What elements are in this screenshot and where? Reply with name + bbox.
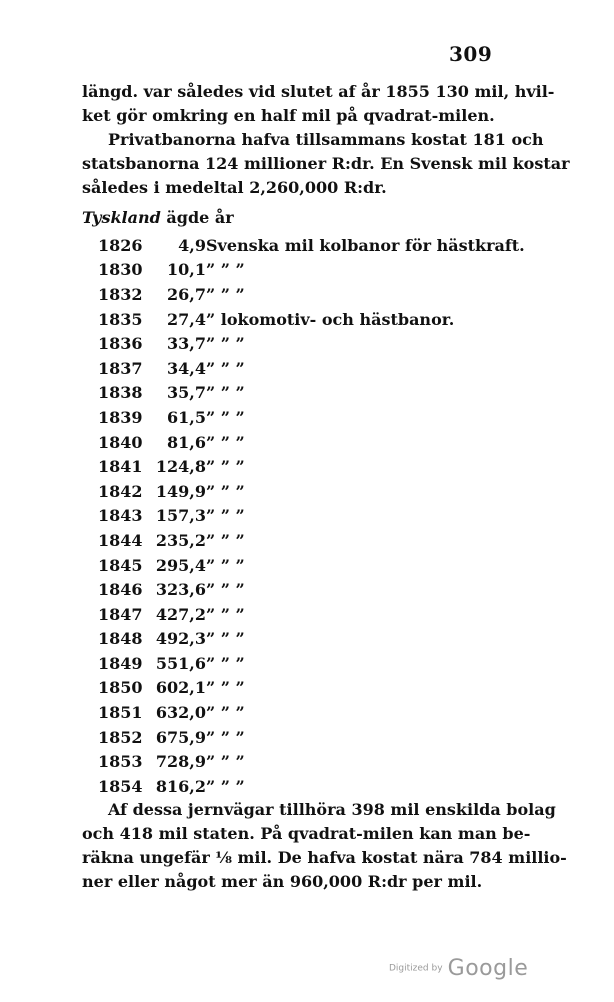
closing-line-4: ner eller något mer än 960,000 R:dr per mil. — [82, 872, 483, 891]
value-cell: 81,6 — [167, 432, 206, 452]
table-row — [98, 479, 525, 504]
description-cell: ” ” ” — [206, 629, 245, 649]
table-row — [98, 700, 525, 725]
table-row — [98, 282, 525, 307]
table-row — [98, 405, 525, 430]
value-cell: 35,7 — [167, 383, 206, 403]
description-cell: ” ” ” — [206, 383, 245, 403]
value-cell: 157,3 — [155, 506, 206, 526]
year-cell: 1840 — [98, 432, 143, 452]
value-cell: 728,9 — [155, 752, 206, 772]
description-cell: ” ” ” — [206, 703, 245, 723]
table-row — [98, 258, 525, 283]
year-cell: 1830 — [98, 260, 143, 280]
country-name: Tyskland — [82, 208, 161, 227]
table-row — [98, 774, 525, 799]
closing-line-1: Af dessa jernvägar tillhöra 398 mil enskilda bolag — [108, 800, 556, 819]
table-row — [98, 651, 525, 676]
table-row — [98, 454, 525, 479]
value-cell: 632,0 — [155, 703, 206, 723]
year-cell: 1826 — [98, 235, 143, 255]
year-cell: 1844 — [98, 530, 143, 550]
table-row — [98, 307, 525, 332]
value-cell: 675,9 — [155, 727, 206, 747]
value-cell: 602,1 — [155, 678, 206, 698]
railway-table-body — [98, 233, 525, 799]
year-cell: 1842 — [98, 481, 143, 501]
value-cell: 4,9 — [178, 235, 206, 255]
table-heading — [82, 208, 234, 227]
year-cell: 1853 — [98, 752, 143, 772]
table-row — [98, 676, 525, 701]
table-row — [98, 553, 525, 578]
description-cell: Svenska mil kolbanor för hästkraft. — [206, 235, 525, 255]
year-cell: 1851 — [98, 703, 143, 723]
year-cell: 1850 — [98, 678, 143, 698]
table-row — [98, 331, 525, 356]
table-row — [98, 725, 525, 750]
value-cell: 323,6 — [155, 580, 206, 600]
description-cell: ” ” ” — [206, 678, 245, 698]
description-cell: ” ” ” — [206, 555, 245, 575]
google-logo: Google — [447, 956, 529, 981]
description-cell: ” ” ” — [206, 358, 245, 378]
year-cell: 1846 — [98, 580, 143, 600]
value-cell: 61,5 — [167, 407, 206, 427]
table-row — [98, 602, 525, 627]
table-row — [98, 627, 525, 652]
closing-line-3: räkna ungefär ⅛ mil. De hafva kostat nära 784 millio- — [82, 848, 567, 867]
description-cell: ” ” ” — [206, 752, 245, 772]
description-cell: ” ” ” — [206, 457, 245, 477]
year-cell: 1835 — [98, 309, 143, 329]
value-cell: 34,4 — [167, 358, 206, 378]
year-cell: 1854 — [98, 776, 143, 796]
year-cell: 1832 — [98, 284, 143, 304]
table-row — [98, 381, 525, 406]
year-cell: 1847 — [98, 604, 143, 624]
page-number: 309 — [449, 42, 493, 66]
description-cell: ” ” ” — [206, 260, 245, 280]
value-cell: 235,2 — [155, 530, 206, 550]
cost-line-1: Privatbanorna hafva tillsammans kostat 181 och — [108, 130, 544, 149]
description-cell: ” lokomotiv- och hästbanor. — [206, 309, 455, 329]
value-cell: 492,3 — [155, 629, 206, 649]
value-cell: 10,1 — [167, 260, 206, 280]
digitized-watermark — [389, 956, 528, 981]
intro-line-1: längd. var således vid slutet af år 1855 130 mil, hvil- — [82, 82, 555, 101]
table-row — [98, 528, 525, 553]
description-cell: ” ” ” — [206, 653, 245, 673]
year-cell: 1852 — [98, 727, 143, 747]
description-cell: ” ” ” — [206, 604, 245, 624]
description-cell: ” ” ” — [206, 580, 245, 600]
year-cell: 1849 — [98, 653, 143, 673]
value-cell: 26,7 — [167, 284, 206, 304]
value-cell: 149,9 — [155, 481, 206, 501]
year-cell: 1848 — [98, 629, 143, 649]
value-cell: 295,4 — [155, 555, 206, 575]
year-cell: 1841 — [98, 457, 143, 477]
description-cell: ” ” ” — [206, 432, 245, 452]
description-cell: ” ” ” — [206, 506, 245, 526]
closing-paragraph — [82, 798, 567, 894]
railway-table — [98, 233, 525, 799]
description-cell: ” ” ” — [206, 284, 245, 304]
intro-paragraph — [82, 80, 555, 128]
description-cell: ” ” ” — [206, 481, 245, 501]
year-cell: 1837 — [98, 358, 143, 378]
value-cell: 816,2 — [155, 776, 206, 796]
value-cell: 551,6 — [155, 653, 206, 673]
table-row — [98, 749, 525, 774]
table-row — [98, 233, 525, 258]
watermark-prefix: Digitized by — [389, 963, 443, 974]
heading-rest: ägde år — [166, 208, 234, 227]
year-cell: 1836 — [98, 334, 143, 354]
value-cell: 427,2 — [155, 604, 206, 624]
year-cell: 1838 — [98, 383, 143, 403]
closing-line-2: och 418 mil staten. På qvadrat-milen kan man be- — [82, 824, 531, 843]
table-row — [98, 577, 525, 602]
description-cell: ” ” ” — [206, 776, 245, 796]
description-cell: ” ” ” — [206, 334, 245, 354]
description-cell: ” ” ” — [206, 727, 245, 747]
cost-paragraph — [82, 128, 570, 200]
intro-line-2: ket gör omkring en half mil på qvadrat-milen. — [82, 106, 495, 125]
description-cell: ” ” ” — [206, 530, 245, 550]
value-cell: 27,4 — [167, 309, 206, 329]
description-cell: ” ” ” — [206, 407, 245, 427]
cost-line-2: statsbanorna 124 millioner R:dr. En Svensk mil kostar — [82, 154, 570, 173]
cost-line-3: således i medeltal 2,260,000 R:dr. — [82, 178, 387, 197]
value-cell: 33,7 — [167, 334, 206, 354]
table-row — [98, 356, 525, 381]
table-row — [98, 504, 525, 529]
value-cell: 124,8 — [155, 457, 206, 477]
year-cell: 1845 — [98, 555, 143, 575]
year-cell: 1839 — [98, 407, 143, 427]
year-cell: 1843 — [98, 506, 143, 526]
table-row — [98, 430, 525, 455]
